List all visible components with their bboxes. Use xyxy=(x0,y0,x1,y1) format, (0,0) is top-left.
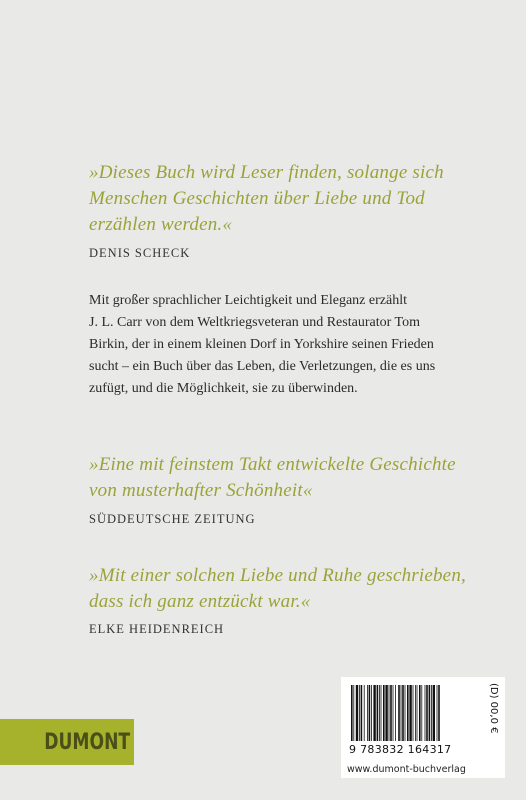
publisher-logo xyxy=(0,719,134,765)
quote-line: »Eine mit feinstem Takt entwickelte Geschichte xyxy=(89,454,456,475)
description-line: Birkin, der in einem kleinen Dorf in Yorkshire seinen Frieden xyxy=(89,337,434,352)
description-line: sucht – ein Buch über das Leben, die Verletzungen, die es uns xyxy=(89,359,436,374)
price-code-text: (D) 00,0 € xyxy=(488,683,499,734)
quote-line: von musterhafter Schönheit« xyxy=(89,480,313,501)
quote-source: SÜDDEUTSCHE ZEITUNG xyxy=(89,512,256,526)
quote-denis-scheck xyxy=(89,160,444,238)
book-description xyxy=(89,290,435,400)
description-line: zufügt, und die Möglichkeit, sie zu überwinden. xyxy=(89,381,358,396)
description-line: Mit großer sprachlicher Leichtigkeit und Eleganz erzählt xyxy=(89,293,407,308)
description-line: J. L. Carr von dem Weltkriegsveteran und Restaurator Tom xyxy=(89,315,420,330)
barcode-box xyxy=(341,677,505,761)
quote-source: DENIS SCHECK xyxy=(89,246,191,260)
quote-line: »Dieses Buch wird Leser finden, solange sich xyxy=(89,162,444,183)
quote-elke-heidenreich xyxy=(89,563,466,615)
barcode xyxy=(349,685,469,747)
price-code xyxy=(483,681,501,747)
quote-line: dass ich ganz entzückt war.« xyxy=(89,591,311,612)
quote-line: Menschen Geschichten über Liebe und Tod xyxy=(89,188,425,209)
quote-line: »Mit einer solchen Liebe und Ruhe geschrieben, xyxy=(89,565,466,586)
quote-sueddeutsche-zeitung xyxy=(89,452,456,504)
publisher-logo-text: DUMONT xyxy=(44,729,130,755)
isbn-number: 9 783832 164317 xyxy=(349,743,452,756)
quote-line: erzählen werden.« xyxy=(89,214,233,235)
quote-source: ELKE HEIDENREICH xyxy=(89,622,225,636)
publisher-website: www.dumont-buchverlag xyxy=(341,761,505,778)
